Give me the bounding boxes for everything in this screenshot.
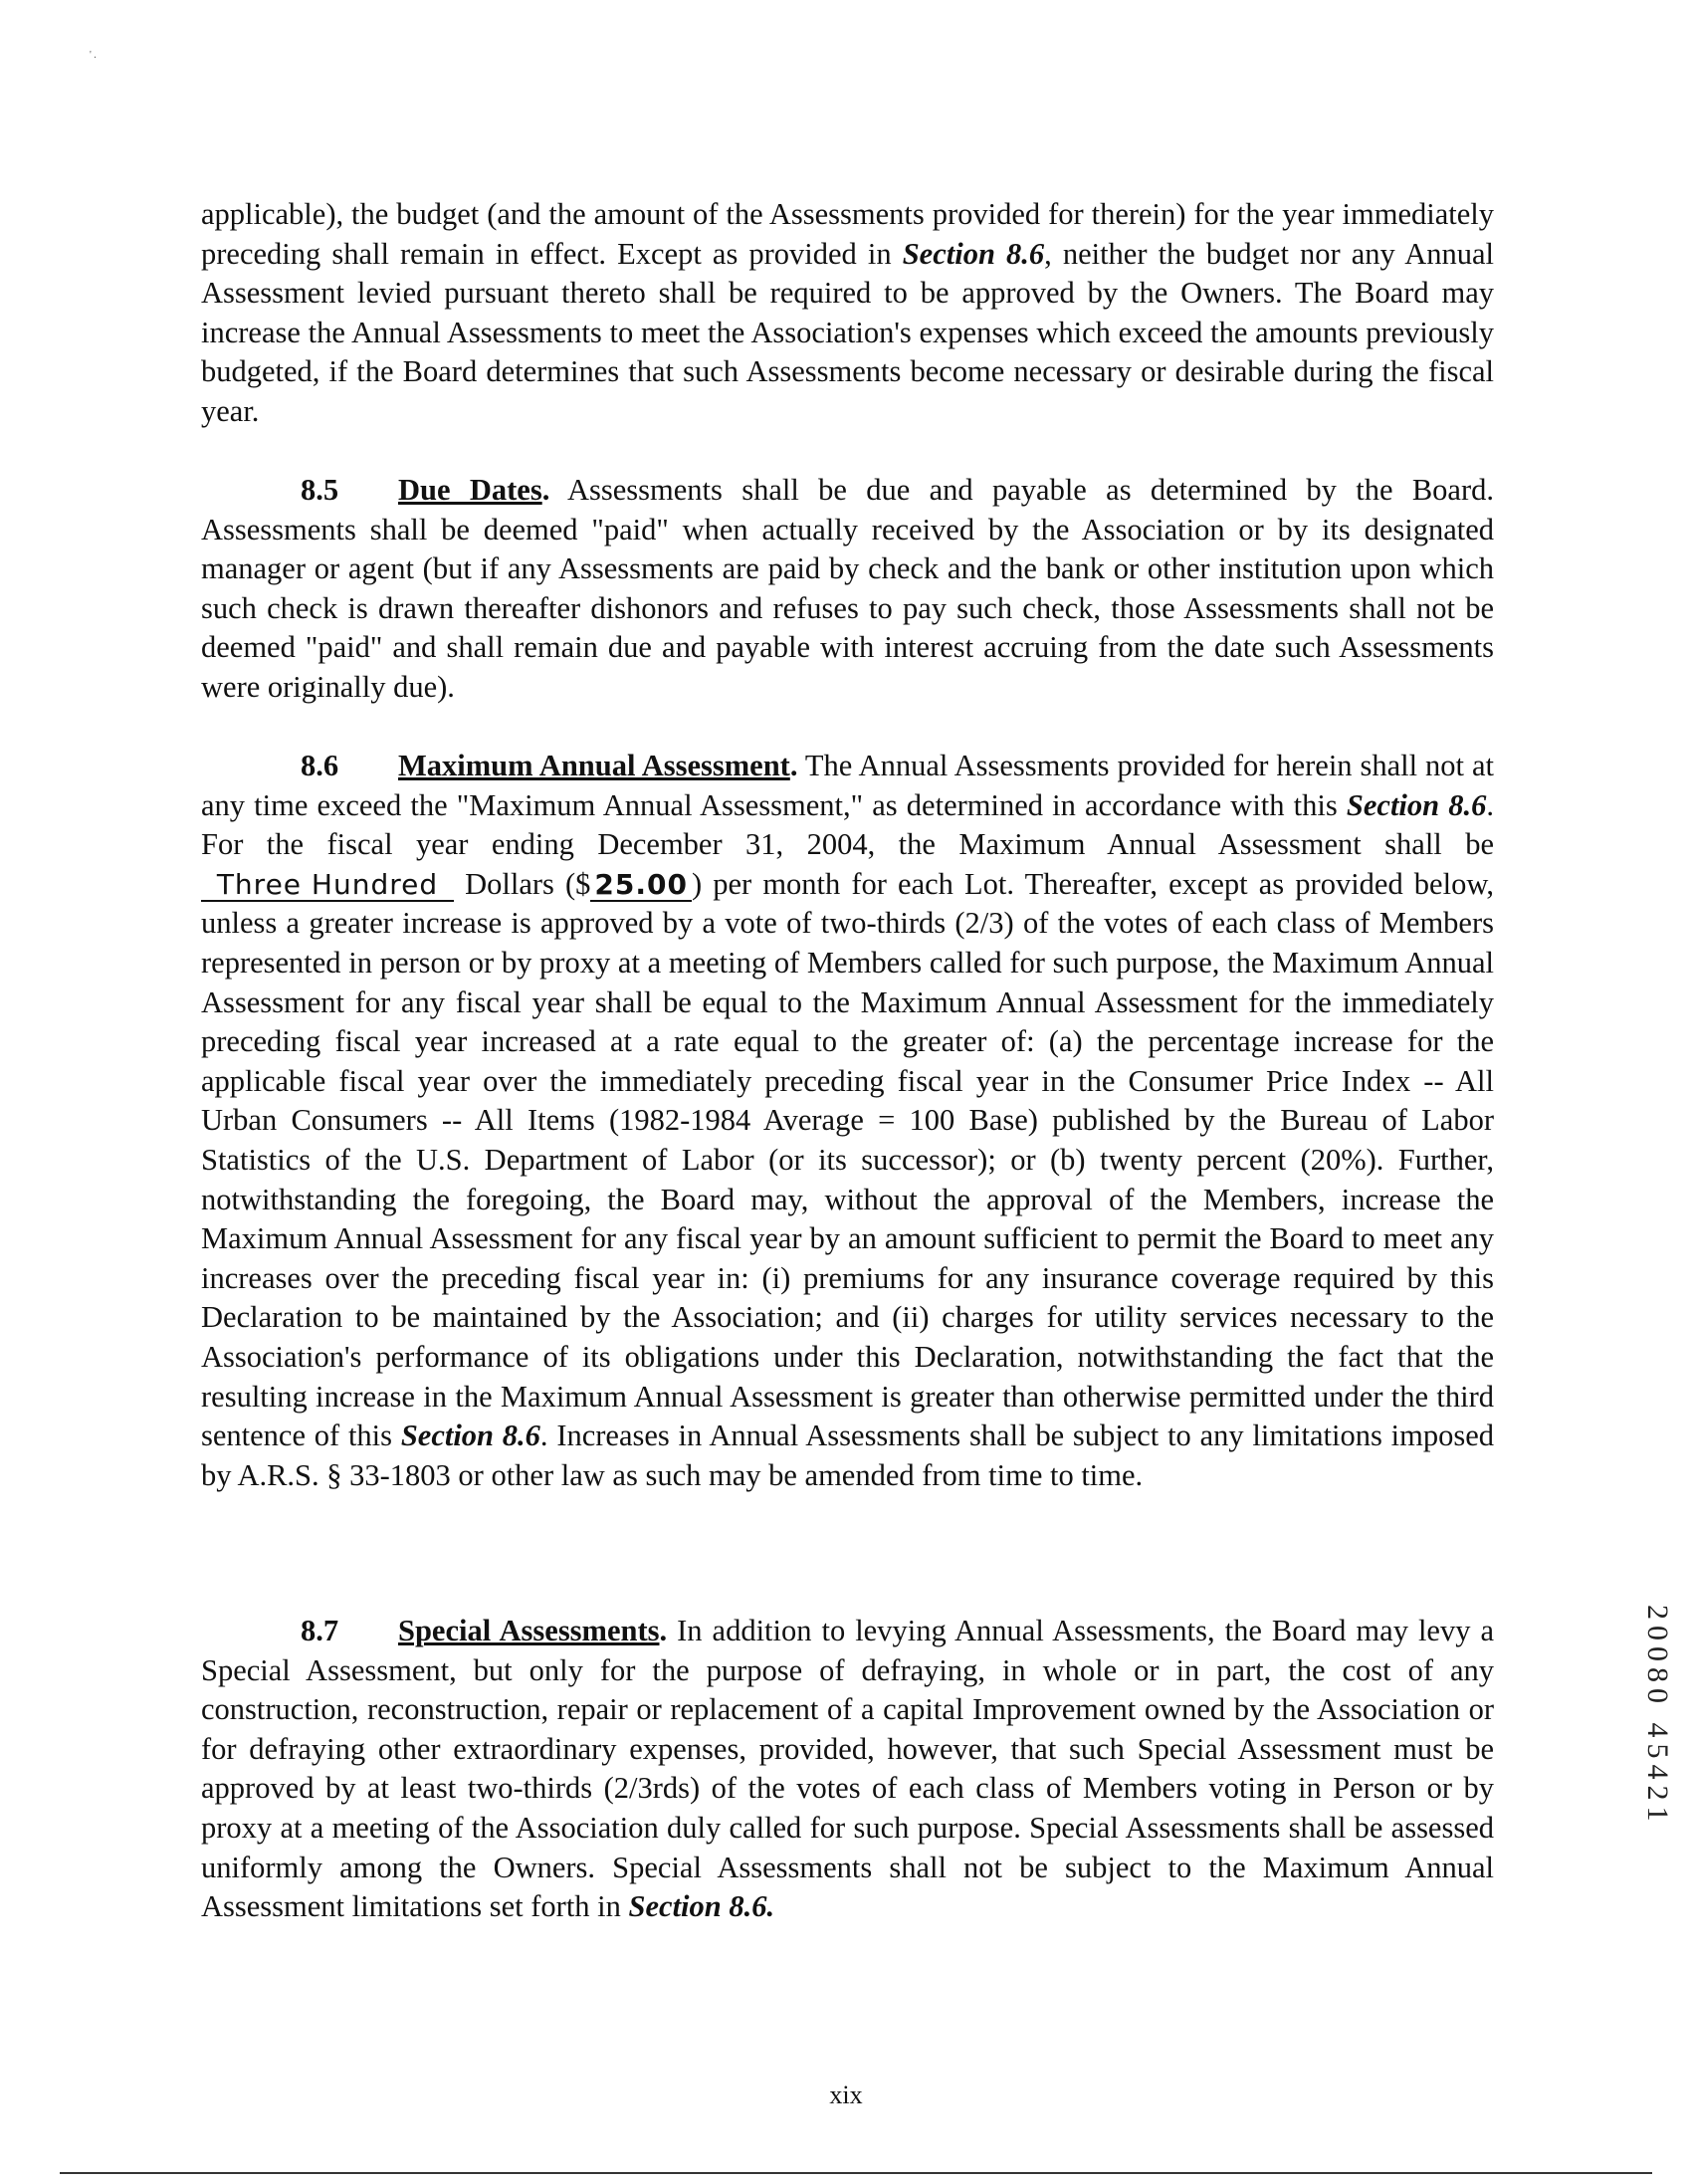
section-number: 8.5: [301, 473, 339, 507]
section-body: . For the fiscal year ending December 31, 2004, the Maximum Annual Assessment shall be: [201, 787, 1495, 862]
section-number: 8.7: [301, 1614, 339, 1647]
section-body: Assessments shall be due and payable as determined by the Board. Assessments shall be deemed "paid" when actually received by the Association or by its designated manager or agent (but if any Assessments are paid by check and the bank or other institution upon which such check is drawn thereafter dishonors and refuses to pay such check, those Assessments shall not be deemed "paid" and shall remain due and payable with interest accruing from the date such Assessments were originally due).: [201, 473, 1494, 704]
section-8-7: 8.7 Special Assessments. In addition to levying Annual Assessments, the Board may levy a Special Assessment, but only for the purpose of defraying, in whole or in part, the cost of any construction, reconstruction, repair or replacement of a capital Improvement owned by the Association or for defraying other extraordinary expenses, provided, however, that such Special Assessment must be approved by at least two-thirds (2/3rds) of the votes of each class of Members voting in Person or by proxy at a meeting of the Association duly called for such purpose. Special Assessments shall be assessed uniformly among the Owners. Special Assessments shall not be subject to the Maximum Annual Assessment limitations set forth in Section 8.6.: [201, 1614, 1494, 1924]
section-reference: Section 8.6: [902, 236, 1045, 271]
section-body: ) per month for each Lot. Thereafter, except as provided below, unless a greater increase is approved by a vote of two-thirds (2/3) of the votes of each class of Members represented in person or by proxy at a meeting of Members called for such purpose, the Maximum Annual Assessment for any fiscal year shall be equal to the Maximum Annual Assessment for the immediately preceding fiscal year increased at a rate equal to the greater of: (a) the percentage increase for the applicable fiscal year over the immediately preceding fiscal year in the Consumer Price Index -- All Urban Consumers -- All Items (1982-1984 Average = 100 Base) published by the Bureau of Labor Statistics of the U.S. Department of Labor (or its successor); or (b) twenty percent (20%). Further, notwithstanding the foregoing, the Board may, without the approval of the Members, increase the Maximum Annual Assessment for any fiscal year by an amount sufficient to permit the Board to meet any increases over the preceding fiscal year in: (i) premiums for any insurance coverage required by this Declaration to be maintained by the Association; and (ii) charges for utility services necessary to the Association's performance of its obligations under this Declaration, notwithstanding the fact that the resulting increase in the Maximum Annual Assessment is greater than otherwise permitted under the third sentence of this: [201, 866, 1494, 1453]
paragraph-continuation: [201, 195, 1494, 432]
section-number: 8.6: [301, 749, 339, 782]
section-reference: Section 8.6: [400, 1419, 540, 1453]
section-heading: Maximum Annual Assessment: [398, 749, 790, 782]
section-8-5: 8.5 Due Dates. Assessments shall be due and payable as determined by the Board. Assessments shall be deemed "paid" when actually received by the Association or by its designated manager or agent (but if any Assessments are paid by check and the bank or other institution upon which such check is drawn thereafter dishonors and refuses to pay such check, those Assessments shall not be deemed "paid" and shall remain due and payable with interest accruing from the date such Assessments were originally due).: [201, 473, 1494, 704]
handwritten-amount-words: Three Hundred: [201, 870, 454, 902]
section-body: The Annual Assessments provided for herein shall not at any time exceed the "Maximum Annual Assessment," as determined in accordance with this: [201, 749, 1494, 822]
section-reference: Section 8.6.: [628, 1889, 775, 1924]
page-number: xix: [829, 2080, 863, 2109]
section-8-6: 8.6 Maximum Annual Assessment. The Annual Assessments provided for herein shall not at any time exceed the "Maximum Annual Assessment," as determined in accordance with this Section 8.6. For the fiscal year ending December 31, 2004, the Maximum Annual Assessment shall be Three Hundred Dollars ($ 25.00 ) per month for each Lot. Thereafter, except as provided below, unless a greater increase is approved by a vote of two-thirds (2/3) of the votes of each class of Members represented in person or by proxy at a meeting of Members called for such purpose, the Maximum Annual Assessment for any fiscal year shall be equal to the Maximum Annual Assessment for the immediately preceding fiscal year increased at a rate equal to the greater of: (a) the percentage increase for the applicable fiscal year over the immediately preceding fiscal year in the Consumer Price Index -- All Urban Consumers -- All Items (1982-1984 Average = 100 Base) published by the Bureau of Labor Statistics of the U.S. Department of Labor (or its successor); or (b) twenty percent (20%). Further, notwithstanding the foregoing, the Board may, without the approval of the Members, increase the Maximum Annual Assessment for any fiscal year by an amount sufficient to permit the Board to meet any increases over the preceding fiscal year in: (i) premiums for any insurance coverage required by this Declaration to be maintained by the Association; and (ii) charges for utility services necessary to the Association's performance of its obligations under this Declaration, notwithstanding the fact that the resulting increase in the Maximum Annual Assessment is greater than otherwise permitted under the third sentence of this Section 8.6. Increases in Annual Assessments shall be subject to any limitations imposed by A.R.S. § 33-1803 or other law as such may be amended from time to time.: [201, 749, 1495, 1492]
section-body: Dollars ($: [454, 866, 591, 901]
scan-edge-line: [60, 2172, 1652, 2174]
recording-number-stamp: 20080 45421: [1641, 1605, 1674, 1828]
section-body: . Increases in Annual Assessments shall be subject to any limitations imposed by A.R.S. § 33-1803 or other law as such may be amended from time to time.: [201, 1419, 1494, 1492]
section-body: In addition to levying Annual Assessments, the Board may levy a Special Assessment, but only for the purpose of defraying, in whole or in part, the cost of any construction, reconstruction, repair or replacement of a capital Improvement owned by the Association or for defraying other extraordinary expenses, provided, however, that such Special Assessment must be approved by at least two-thirds (2/3rds) of the votes of each class of Members voting in Person or by proxy at a meeting of the Association duly called for such purpose. Special Assessments shall be assessed uniformly among the Owners. Special Assessments shall not be subject to the Maximum Annual Assessment limitations set forth in: [201, 1614, 1494, 1924]
section-heading: Special Assessments: [398, 1614, 660, 1647]
section-reference: Section 8.6: [1346, 787, 1487, 822]
paragraph-text: , neither the budget nor any Annual Assessment levied pursuant thereto shall be required to be approved by the Owners. The Board may increase the Annual Assessments to meet the Association's expenses which exceed the amounts previously budgeted, if the Board determines that such Assessments become necessary or desirable during the fiscal year.: [201, 236, 1494, 428]
paragraph-text: applicable), the budget (and the amount of the Assessments provided for therein) for the year immediately preceding shall remain in effect. Except as provided in: [201, 197, 1494, 271]
handwritten-amount-figure: 25.00: [590, 870, 692, 902]
section-heading: Due Dates: [398, 473, 542, 507]
scan-marks: ' .: [90, 50, 97, 61]
